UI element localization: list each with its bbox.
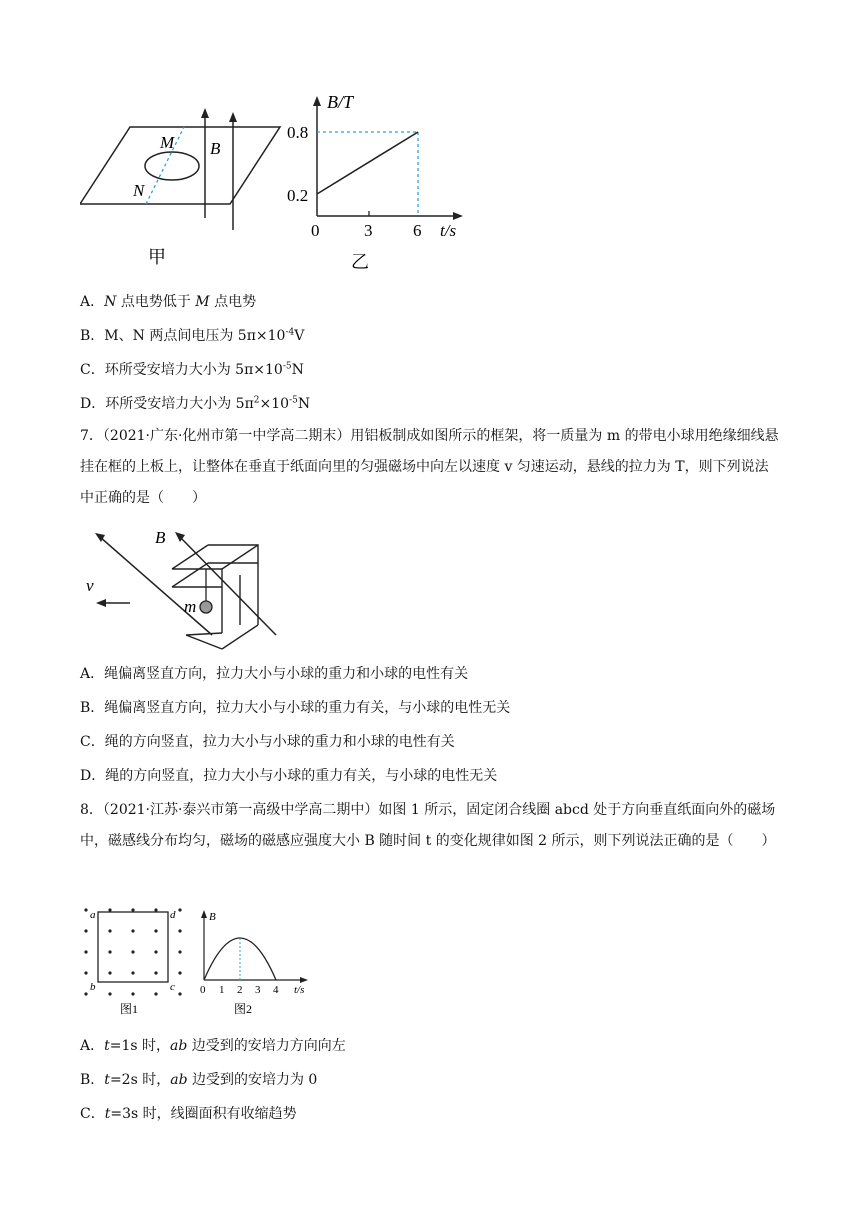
field-dot: [178, 908, 181, 911]
q7-label-B: B: [155, 528, 166, 547]
field-dot: [84, 992, 87, 995]
caption-yi: 乙: [351, 252, 369, 272]
figure-yi: [285, 88, 485, 273]
ytick-02: 0.2: [287, 186, 309, 205]
field-dot: [108, 950, 111, 953]
field-dot: [108, 908, 111, 911]
field-dot: [108, 929, 111, 932]
q6-option-c: C．环所受安培力大小为 $5\pi\times 10^{-5}N$: [80, 361, 304, 378]
q7-option-b: B．绳偏离竖直方向，拉力大小与小球的重力有关，与小球的电性无关: [80, 700, 511, 716]
q6-option-a: A．N 点电势低于 M 点电势: [80, 294, 257, 310]
q8-xtick-1: 1: [219, 984, 225, 996]
field-dot: [84, 908, 87, 911]
field-dot: [131, 992, 134, 995]
caption-jia: 甲: [148, 247, 166, 267]
q8-corner-c: c: [170, 981, 175, 993]
q8-xtick-0: 0: [200, 984, 206, 996]
bt-line: [317, 132, 418, 194]
field-dot: [84, 929, 87, 932]
q6-option-b: B．M、N 两点间电压为 $5\pi\times 10^{-4}V$: [80, 327, 305, 344]
q8-corner-a: a: [90, 909, 96, 921]
q8-option-c: C．t=3s 时，线圈面积有收缩趋势: [80, 1106, 297, 1122]
q8-option-a: A．t=1s 时，ab 边受到的安培力方向向左: [80, 1038, 346, 1054]
q8-ylabel: B: [209, 911, 216, 923]
q7-option-d: D．绳的方向竖直，拉力大小与小球的重力有关，与小球的电性无关: [80, 768, 498, 784]
field-dot: [108, 992, 111, 995]
field-dot: [154, 908, 157, 911]
xtick-6: 6: [413, 221, 422, 240]
field-dot: [178, 992, 181, 995]
q8-corner-b: b: [90, 981, 96, 993]
q8-xtick-4: 4: [273, 984, 279, 996]
xlabel: t/s: [440, 221, 457, 240]
q8-stem: 8．（2021·江苏·泰兴市第一高级中学高二期中）如图 1 所示，固定闭合线圈 abcd 处于方向垂直纸面向外的磁场中，磁感线分布均匀，磁场的磁感应强度大小 B 随时间 t 的变化规律如图 2 所示，则下列说法正确的是（ ）: [80, 802, 776, 849]
field-dot: [154, 929, 157, 932]
q7-label-m: m: [184, 597, 197, 616]
field-dot: [154, 950, 157, 953]
xtick-0: 0: [311, 221, 320, 240]
q8-figure1: [80, 900, 190, 1020]
q8-caption-fig1: 图1: [120, 1002, 139, 1016]
field-dot: [131, 908, 134, 911]
q7-figure: [80, 525, 290, 655]
xtick-3: 3: [364, 221, 373, 240]
field-dot: [178, 950, 181, 953]
q8-corner-d: d: [170, 909, 176, 921]
field-dot: [84, 971, 87, 974]
field-dot: [84, 950, 87, 953]
q6-option-d: D．环所受安培力大小为 $5\pi^2\times 10^{-5}N$: [80, 395, 311, 412]
label-B: B: [210, 139, 221, 158]
field-dot: [154, 971, 157, 974]
label-N: N: [133, 181, 145, 200]
q8-caption-fig2: 图2: [234, 1002, 253, 1016]
label-M: M: [160, 133, 175, 152]
field-dot: [131, 929, 134, 932]
ytick-08: 0.8: [287, 123, 309, 142]
figure-jia: [80, 100, 290, 270]
q7-option-c: C．绳的方向竖直，拉力大小与小球的重力和小球的电性有关: [80, 734, 455, 750]
q7-stem: 7．（2021·广东·化州市第一中学高二期末）用铝板制成如图所示的框架，将一质量为 m 的带电小球用绝缘细线悬挂在框的上板上，让整体在垂直于纸面向里的匀强磁场中向左以速度 v 匀速运动，悬线的拉力为 T，则下列说法中正确的是（ ）: [80, 428, 779, 506]
field-dot: [178, 929, 181, 932]
field-dot: [108, 971, 111, 974]
field-dot: [131, 950, 134, 953]
q8-xlabel: t/s: [294, 984, 305, 996]
q7-label-v: v: [86, 576, 94, 595]
field-dot: [178, 971, 181, 974]
ylabel: B/T: [327, 92, 354, 112]
q7-option-a: A．绳偏离竖直方向，拉力大小与小球的重力和小球的电性有关: [80, 666, 469, 682]
q8-xtick-2: 2: [237, 984, 243, 996]
q8-xtick-3: 3: [255, 984, 261, 996]
q8-figure2: [196, 900, 326, 1020]
q8-option-b: B．t=2s 时，ab 边受到的安培力为 0: [80, 1072, 318, 1088]
field-dot: [154, 992, 157, 995]
field-dot: [131, 971, 134, 974]
